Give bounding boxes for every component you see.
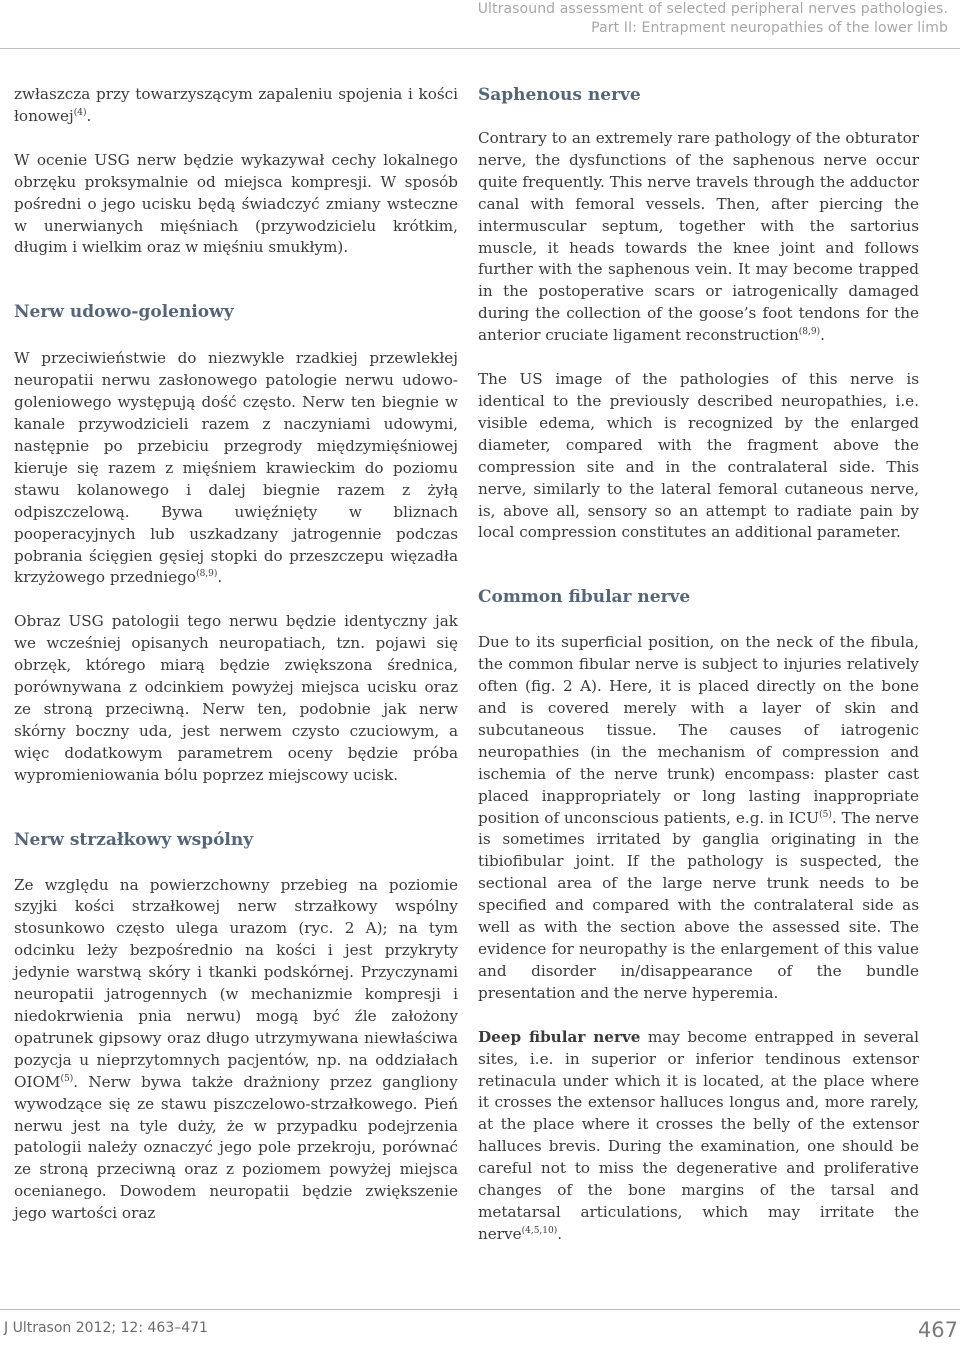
section-heading: Saphenous nerve — [478, 85, 641, 105]
section-heading: Nerw strzałkowy wspólny — [14, 829, 254, 850]
running-head — [478, 0, 948, 38]
left-column — [14, 84, 458, 1247]
citation-ref: (5) — [819, 809, 832, 820]
paragraph: Contrary to an extremely rare pathology of the obturator nerve, the dysfunctions of the saphenous nerve occur quite frequently. This nerve travels through the adductor canal with femoral vessels. Then, after piercing the intermuscular septum, together with the sartorius muscle, it heads towards the knee joint and follows further with the saphenous vein. It may become trapped in the postoperative scars or iatrogenically damaged during the collection of the goose’s foot tendons for the anterior cruciate ligament reconstruction$^{(8,9)}$. — [478, 129, 919, 345]
citation-ref: (4) — [73, 107, 87, 118]
paragraph: W ocenie USG nerw będzie wykazywał cechy lokalnego obrzęku proksymalnie od miejsca kompresji. W sposób pośredni o jego ucisku będą świadczyć zmiany wsteczne w unerwianych mięśniach (przywodzicielu krótkim, długim i wielkim oraz w mięśniu smukłym). — [14, 150, 458, 257]
citation-ref: (5) — [60, 1073, 74, 1084]
paragraph: Deep fibular nerve may become entrapped in several sites, i.e. in superior or inferior tendinous extensor retinacula under which it is located, at the place where it crosses the extensor halluces longus and, more rarely, at the place where it crosses the belly of the extensor halluces brevis. During the examination, one should be careful not to miss the degenerative and proliferative changes of the bone margins of the tarsal and metatarsal articulations, which may irritate the nerve$^{(4,5,10)}$. — [478, 1027, 919, 1243]
paragraph: Due to its superficial position, on the neck of the fibula, the common fibular nerve is subject to injuries relatively often (fig. 2 A). Here, it is placed directly on the bone and is covered merely with a layer of skin and subcutaneous tissue. The causes of iatrogenic neuropathies (in the mechanism of compression and ischemia of the nerve trunk) encompass: plaster cast placed inappropriately or long lasting inappropriate position of unconscious patients, e.g. in ICU$^{(5)}$. The nerve is sometimes irritated by ganglia originating in the tibiofibular joint. If the pathology is suspected, the sectional area of the large nerve trunk needs to be specified and compared with the contralateral side as well as with the section above the assessed site. The evidence for neuropathy is the enlargement of this value and disorder in/disappearance of the bundle presentation and the nerve hyperemia. — [478, 633, 919, 1002]
citation-ref: (8,9) — [196, 569, 218, 580]
section-heading: Nerw udowo-goleniowy — [14, 302, 234, 323]
paragraph: zwłaszcza przy towarzyszącym zapaleniu spojenia i kości łonowej$^{(4)}$. — [14, 85, 458, 125]
citation-ref: (4,5,10) — [521, 1225, 558, 1236]
running-head-line-2: Part II: Entrapment neuropathies of the lower limb — [591, 20, 948, 36]
paragraph: The US image of the pathologies of this nerve is identical to the previously described neuropathies, i.e. visible edema, which is recognized by the enlarged diameter, compared with the fragment above the compression site and in the contralateral side. This nerve, similarly to the lateral femoral cutaneous nerve, is, above all, sensory so an attempt to radiate pain by local compression constitutes an additional parameter. — [478, 370, 919, 542]
right-column — [478, 84, 919, 1268]
paragraph: Obraz USG patologii tego nerwu będzie identyczny jak we wcześniej opisanych neuropatiach, tzn. pojawi się obrzęk, którego miarą będzie zwiększona średnica, porównywana z odcinkiem powyżej miejsca ucisku oraz ze stroną przeciwną. Nerw ten, podobnie jak nerw skórny boczny uda, jest nerwem czysto czuciowym, a więc dodatkowym parametrem oceny będzie próba wypromieniowania bólu poprzez miejscowy ucisk. — [14, 612, 458, 784]
run-in-heading: Deep fibular nerve — [478, 1027, 641, 1046]
page-number: 467 — [917, 1318, 958, 1342]
footer-divider — [0, 1309, 960, 1310]
header-divider — [0, 48, 960, 49]
journal-citation: J Ultrason 2012; 12: 463–471 — [4, 1320, 208, 1336]
paragraph: Ze względu na powierzchowny przebieg na poziomie szyjki kości strzałkowej nerw strzałkowy wspólny stosunkowo często ulega urazom (ryc. 2 A); na tym odcinku leży bezpośrednio na kości i jest przykryty jedynie warstwą skóry i tkanki podskórnej. Przyczynami neuropatii jatrogennych (w mechanizmie kompresji i niedokrwienia pnia nerwu) mogą być źle założony opatrunek gipsowy oraz długo utrzymywana niewłaściwa pozycja u nieprzytomnych pacjentów, np. na oddziałach OIOM$^{(5)}$. Nerw bywa także drażniony przez ganglionу wywodzące się ze stawu piszczelowo-strzałkowego. Pień nerwu jest na tyle duży, że w przypadku podejrzenia patologii należy oznaczyć jego pole przekroju, porównać ze stroną przeciwną oraz z poziomem powyżej miejsca ocenianego. Dowodem neuropatii będzie zwiększenie jego wartości oraz — [14, 875, 458, 1223]
section-heading: Common fibular nerve — [478, 587, 691, 608]
citation-ref: (8,9) — [798, 327, 821, 338]
running-head-line-1: Ultrasound assessment of selected peripheral nerves pathologies. — [477, 1, 948, 17]
paragraph: W przeciwieństwie do niezwykle rzadkiej przewlekłej neuropatii nerwu zasłonowego patologie nerwu udowo-goleniowego występują dość często. Nerw ten biegnie w kanale przywodzicieli razem z naczyniami udowymi, następnie po przebiciu przegrody międzymięśniowej kieruje się razem z mięśniem krawieckim do poziomu stawu kolanowego i dalej biegnie razem z żyłą odpiszczelową. Bywa uwięźnięty w bliznach pooperacyjnych lub uszkadzany jatrogennie podczas pobrania ścięgien gęsiej stopki do przeszczepu więzadła krzyżowego przedniego$^{(8,9)}$. — [14, 349, 458, 587]
